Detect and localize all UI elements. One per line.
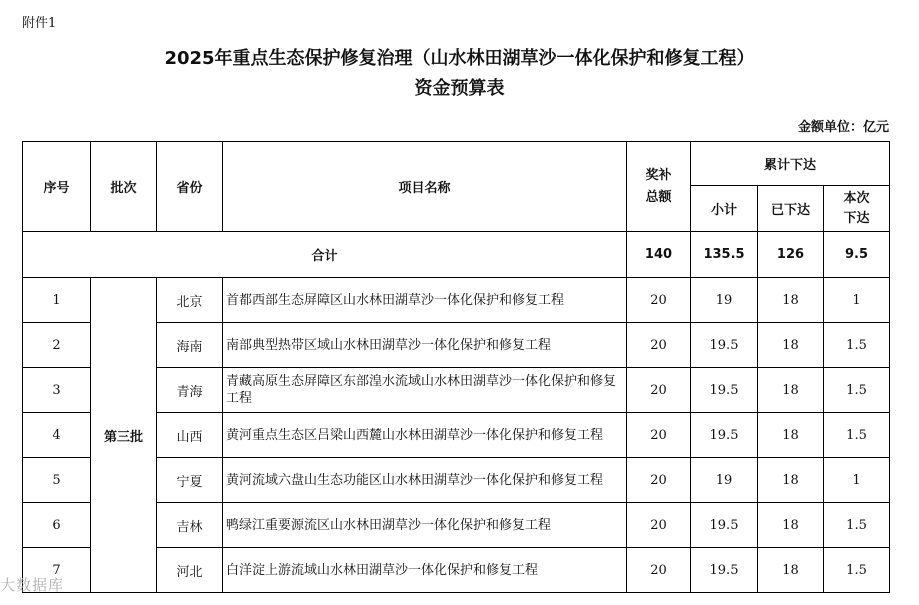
totals-label: 合计 (23, 232, 627, 278)
row-seq: 1 (23, 278, 91, 323)
batch-cell: 第三批 (91, 278, 157, 593)
row-issued: 18 (758, 278, 824, 323)
row-project: 青藏高原生态屏障区东部湟水流域山水林田湖草沙一体化保护和修复工程 (223, 368, 627, 413)
row-issued: 18 (758, 323, 824, 368)
row-project: 黄河重点生态区吕梁山西麓山水林田湖草沙一体化保护和修复工程 (223, 413, 627, 458)
row-subtotal: 19 (691, 278, 758, 323)
row-total: 20 (627, 458, 691, 503)
row-project: 黄河流域六盘山生态功能区山水林田湖草沙一体化保护和修复工程 (223, 458, 627, 503)
row-project: 白洋淀上游流域山水林田湖草沙一体化保护和修复工程 (223, 548, 627, 593)
row-project: 鸭绿江重要源流区山水林田湖草沙一体化保护和修复工程 (223, 503, 627, 548)
row-seq: 6 (23, 503, 91, 548)
row-seq: 4 (23, 413, 91, 458)
row-total: 20 (627, 413, 691, 458)
row-seq: 5 (23, 458, 91, 503)
row-total: 20 (627, 503, 691, 548)
header-cumulative: 累计下达 (691, 142, 890, 186)
row-subtotal: 19 (691, 458, 758, 503)
row-province: 青海 (157, 368, 223, 413)
header-province: 省份 (157, 142, 223, 232)
row-current: 1 (824, 458, 890, 503)
row-issued: 18 (758, 548, 824, 593)
row-subtotal: 19.5 (691, 368, 758, 413)
row-seq: 3 (23, 368, 91, 413)
header-current: 本次下达 (824, 186, 890, 232)
row-seq: 7 (23, 548, 91, 593)
watermark: 大数据库 (0, 576, 65, 594)
row-province: 北京 (157, 278, 223, 323)
row-project: 首都西部生态屏障区山水林田湖草沙一体化保护和修复工程 (223, 278, 627, 323)
row-subtotal: 19.5 (691, 323, 758, 368)
row-project: 南部典型热带区域山水林田湖草沙一体化保护和修复工程 (223, 323, 627, 368)
header-batch: 批次 (91, 142, 157, 232)
header-project: 项目名称 (223, 142, 627, 232)
row-total: 20 (627, 548, 691, 593)
row-current: 1.5 (824, 548, 890, 593)
amount-unit: 金额单位：亿元 (797, 120, 889, 135)
row-total: 20 (627, 368, 691, 413)
totals-total: 140 (627, 232, 691, 278)
row-current: 1.5 (824, 323, 890, 368)
attachment-label: 附件1 (22, 16, 57, 31)
table-row (23, 278, 890, 323)
row-province: 吉林 (157, 503, 223, 548)
header-total: 奖补总额 (627, 142, 691, 232)
row-current: 1.5 (824, 368, 890, 413)
row-issued: 18 (758, 503, 824, 548)
row-current: 1.5 (824, 503, 890, 548)
totals-issued: 126 (758, 232, 824, 278)
document-title: 2025年重点生态保护修复治理（山水林田湖草沙一体化保护和修复工程） (164, 48, 755, 69)
header-seq: 序号 (23, 142, 91, 232)
row-province: 宁夏 (157, 458, 223, 503)
row-subtotal: 19.5 (691, 413, 758, 458)
row-province: 山西 (157, 413, 223, 458)
row-seq: 2 (23, 323, 91, 368)
header-subtotal: 小计 (691, 186, 758, 232)
row-subtotal: 19.5 (691, 503, 758, 548)
header-issued: 已下达 (758, 186, 824, 232)
row-issued: 18 (758, 458, 824, 503)
budget-table (22, 141, 890, 593)
row-total: 20 (627, 323, 691, 368)
row-province: 海南 (157, 323, 223, 368)
row-current: 1 (824, 278, 890, 323)
totals-current: 9.5 (824, 232, 890, 278)
row-current: 1.5 (824, 413, 890, 458)
row-issued: 18 (758, 368, 824, 413)
document-subtitle: 资金预算表 (414, 78, 505, 99)
row-subtotal: 19.5 (691, 548, 758, 593)
row-total: 20 (627, 278, 691, 323)
totals-subtotal: 135.5 (691, 232, 758, 278)
row-province: 河北 (157, 548, 223, 593)
totals-row (23, 232, 890, 278)
row-issued: 18 (758, 413, 824, 458)
